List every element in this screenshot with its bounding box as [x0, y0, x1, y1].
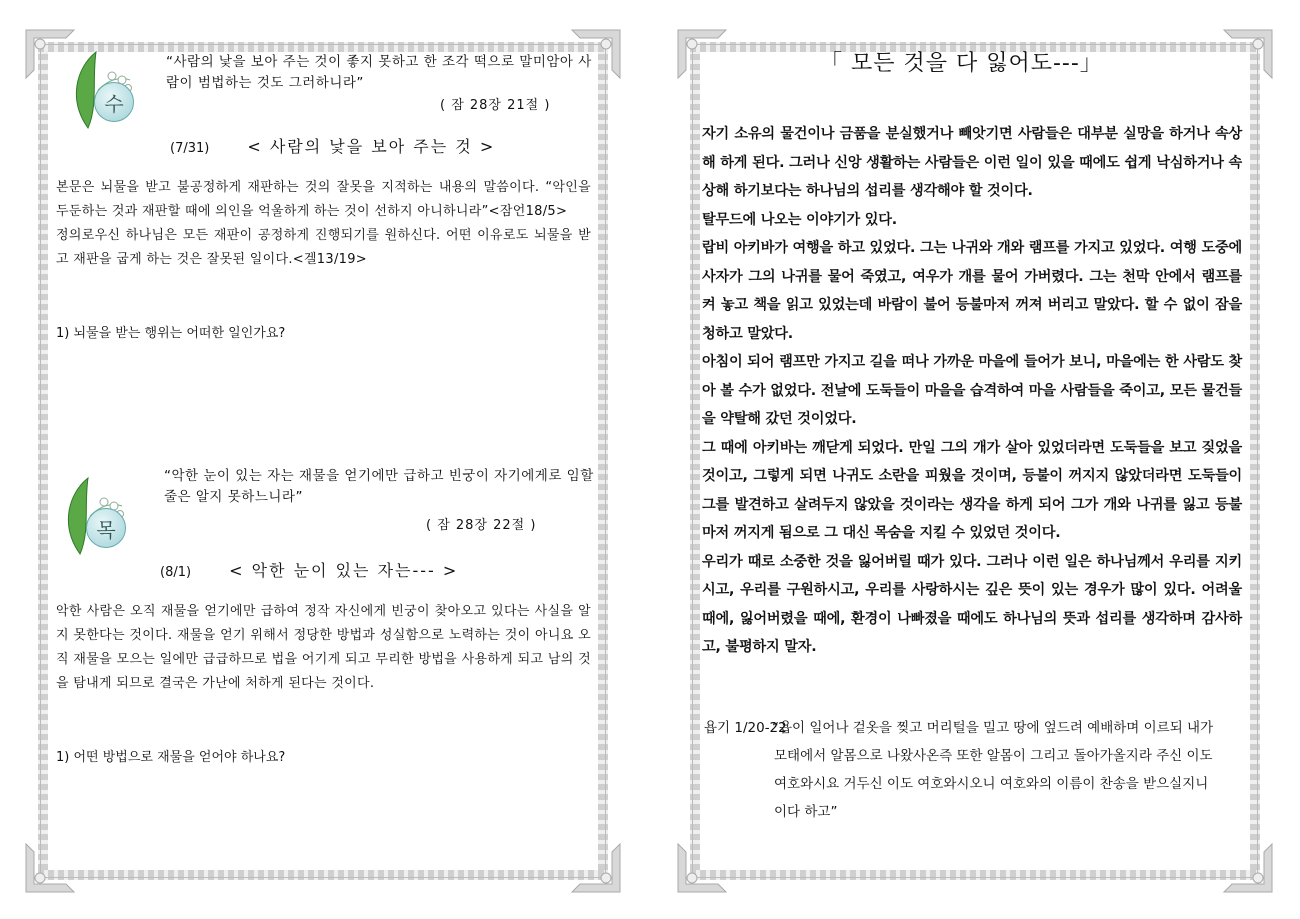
body-paragraph: 본문은 뇌물을 받고 불공정하게 재판하는 것의 잘못을 지적하는 내용의 말씀이다. “악인을 두둔하는 것과 재판할 때에 의인을 억울하게 하는 것이 선하지 아니하니라”<잠언18/5> [56, 180, 591, 219]
section-heading [160, 558, 458, 581]
section-heading [170, 134, 495, 157]
page-title: 「 모든 것을 다 잃어도---」 [820, 51, 1103, 76]
section-date: (8/1) [160, 565, 192, 580]
corner-ornament-icon [674, 26, 730, 82]
discussion-question: 1) 어떤 방법으로 재물을 얻어야 하나요? [56, 750, 286, 765]
right-page [680, 32, 1270, 890]
body-paragraph: 탈무드에 나오는 이야기가 있다. [702, 211, 897, 228]
body-paragraph: 자기 소유의 물건이나 금품을 분실했거나 빼앗기면 사람들은 대부분 실망을 하거나 속상해 하게 된다. 그러나 신앙 생활하는 사람들은 이런 일이 있을 때에도 쉽게 낙심하거나 속상해 하기보다는 하나님의 섭리를 생각해야 할 것이다. [702, 126, 1242, 199]
section-body [56, 600, 591, 696]
corner-ornament-icon [568, 840, 624, 896]
lily-flower-icon [60, 476, 130, 556]
section-body [56, 176, 591, 272]
body-paragraph: 아침이 되어 램프만 가지고 길을 떠나 가까운 마을에 들어가 보니, 마을에는 한 사람도 찾아 볼 수가 없었다. 전날에 도둑들이 마을을 습격하여 마을 사람들을 죽이고, 모든 물건들을 약탈해 갔던 것이었다. [702, 354, 1242, 427]
day-badge: 수 [94, 82, 134, 122]
section-date: (7/31) [170, 141, 210, 156]
body-paragraph: 그 때에 아키바는 깨닫게 되었다. 만일 그의 개가 살아 있었더라면 도둑들을 보고 짖었을 것이고, 그렇게 되면 나귀도 소란을 피웠을 것이며, 등불이 꺼지지 않았더라면 도둑들이 그를 발견하고 살려두지 않았을 것이라는 생각을 하게 되어 그가 개와 나귀를 잃고 등불마저 꺼지게 됨으로 그 대신 목숨을 지킬 수 있었던 것이다. [702, 439, 1242, 541]
discussion-question: 1) 뇌물을 받는 행위는 어떠한 일인가요? [56, 326, 286, 341]
verse-reference: ( 잠 28장 21절 ) [440, 98, 551, 113]
body-paragraph: 랍비 아키바가 여행을 하고 있었다. 그는 나귀와 개와 램프를 가지고 있었다. 여행 도중에 사자가 그의 나귀를 물어 죽였고, 여우가 개를 물어 가버렸다. 그는 천막 안에서 램프를 켜 놓고 책을 읽고 있었는데 바람이 불어 등불마저 꺼져 버리고 말았다. 할 수 없이 잠을 청하고 말았다. [702, 240, 1242, 342]
verse-text: “악한 눈이 있는 자는 재물을 얻기에만 급하고 빈궁이 자기에게로 임할 줄은 알지 못하느니라” [164, 468, 594, 505]
corner-ornament-icon [1220, 26, 1276, 82]
scripture-text: “욥이 일어나 겉옷을 찢고 머리털을 밀고 땅에 엎드려 예배하며 이르되 내가 모태에서 알몸으로 나왔사온즉 또한 알몸이 그리고 돌아가올지라 주신 이도 여호와시요 거두신 이도 여호와시오니 여호와의 이름이 찬송을 받으실지니이다 하고” [772, 720, 1214, 820]
story-body [702, 120, 1242, 662]
verse-text: “사람의 낯을 보아 주는 것이 좋지 못하고 한 조각 떡으로 말미암아 사람이 범법하는 것도 그러하니라” [166, 54, 592, 91]
verse-reference: ( 잠 28장 22절 ) [426, 518, 537, 533]
corner-ornament-icon [22, 840, 78, 896]
body-paragraph: 우리가 때로 소중한 것을 잃어버릴 때가 있다. 그러나 이런 일은 하나님께서 우리를 지키시고, 우리를 구원하시고, 우리를 사랑하시는 깊은 뜻이 있는 경우가 많이 있다. 어려울 때에, 잃어버렸을 때에, 환경이 나빠졌을 때에도 하나님의 뜻과 섭리를 생각하며 감사하고, 불평하지 말자. [702, 553, 1242, 655]
left-page [28, 32, 618, 890]
body-paragraph: 악한 사람은 오직 재물을 얻기에만 급하여 정작 자신에게 빈궁이 찾아오고 있다는 사실을 알지 못한다는 것이다. 재물을 얻기 위해서 정당한 방법과 성실함으로 노력하는 것이 아니요 오직 재물을 모으는 일에만 급급하므로 법을 어기게 되고 무리한 방법을 사용하게 되고 남의 것을 탐내게 되므로 결국은 가난에 처하게 된다는 것이다. [56, 604, 591, 691]
lily-flower-icon [68, 50, 138, 130]
scripture-reference: 욥기 1/20-22 [704, 720, 787, 736]
section-title: < 악한 눈이 있는 자는--- > [229, 561, 459, 580]
scripture-quote [704, 714, 1244, 864]
body-paragraph: 정의로우신 하나님은 모든 재판이 공정하게 진행되기를 원하신다. 어떤 이유로도 뇌물을 받고 재판을 굽게 하는 것은 잘못된 일이다.<겔13/19> [56, 228, 591, 267]
day-badge: 목 [86, 508, 126, 548]
section-title: < 사람의 낯을 보아 주는 것 > [247, 137, 496, 156]
